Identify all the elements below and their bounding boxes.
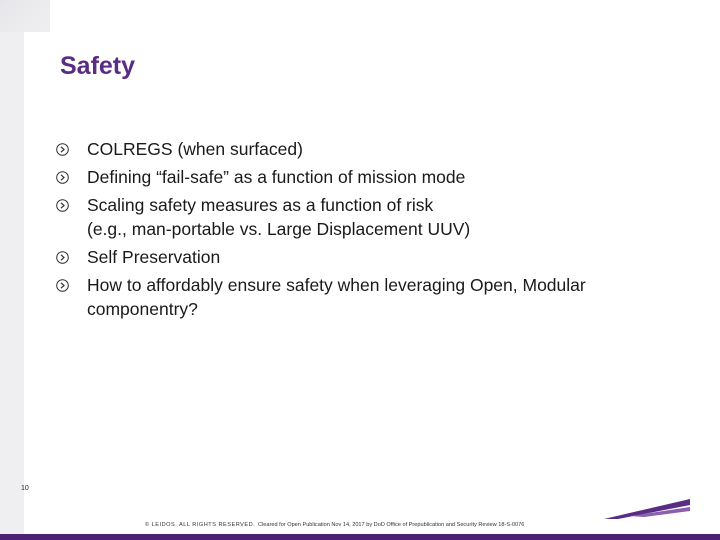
slide-title: Safety: [60, 52, 136, 80]
brand-swoosh-logo: [600, 495, 690, 521]
footer-clearance: Cleared for Open Publication Nov 14, 2017 by DoD Office of Prepublication and Security Review 18-S-0076: [258, 522, 525, 528]
bullet-text-continuation: componentry?: [87, 299, 198, 319]
bullet-text: How to affordably ensure safety when leveraging Open, Modular: [87, 275, 586, 295]
bullet-text: Scaling safety measures as a function of risk: [87, 195, 434, 215]
bullet-list: [56, 137, 676, 325]
bullet-item: [56, 137, 676, 161]
corner-decoration: [0, 0, 50, 32]
bullet-item: [56, 193, 676, 241]
bullet-item: [56, 165, 676, 189]
circled-arrow-icon: [56, 199, 69, 212]
circled-arrow-icon: [56, 279, 69, 292]
bullet-text: COLREGS (when surfaced): [87, 139, 303, 159]
bullet-text: Defining “fail-safe” as a function of mission mode: [87, 167, 466, 187]
left-side-strip: [0, 0, 24, 540]
circled-arrow-icon: [56, 143, 69, 156]
slide-number: 10: [21, 485, 29, 492]
bullet-text-continuation: (e.g., man-portable vs. Large Displacement UUV): [87, 219, 471, 239]
circled-arrow-icon: [56, 171, 69, 184]
bottom-brand-bar: [0, 534, 720, 540]
bullet-text: Self Preservation: [87, 247, 221, 267]
circled-arrow-icon: [56, 251, 69, 264]
bullet-item: [56, 245, 676, 269]
footer-copyright: © LEIDOS. ALL RIGHTS RESERVED.: [145, 522, 256, 528]
bullet-item: [56, 273, 676, 321]
